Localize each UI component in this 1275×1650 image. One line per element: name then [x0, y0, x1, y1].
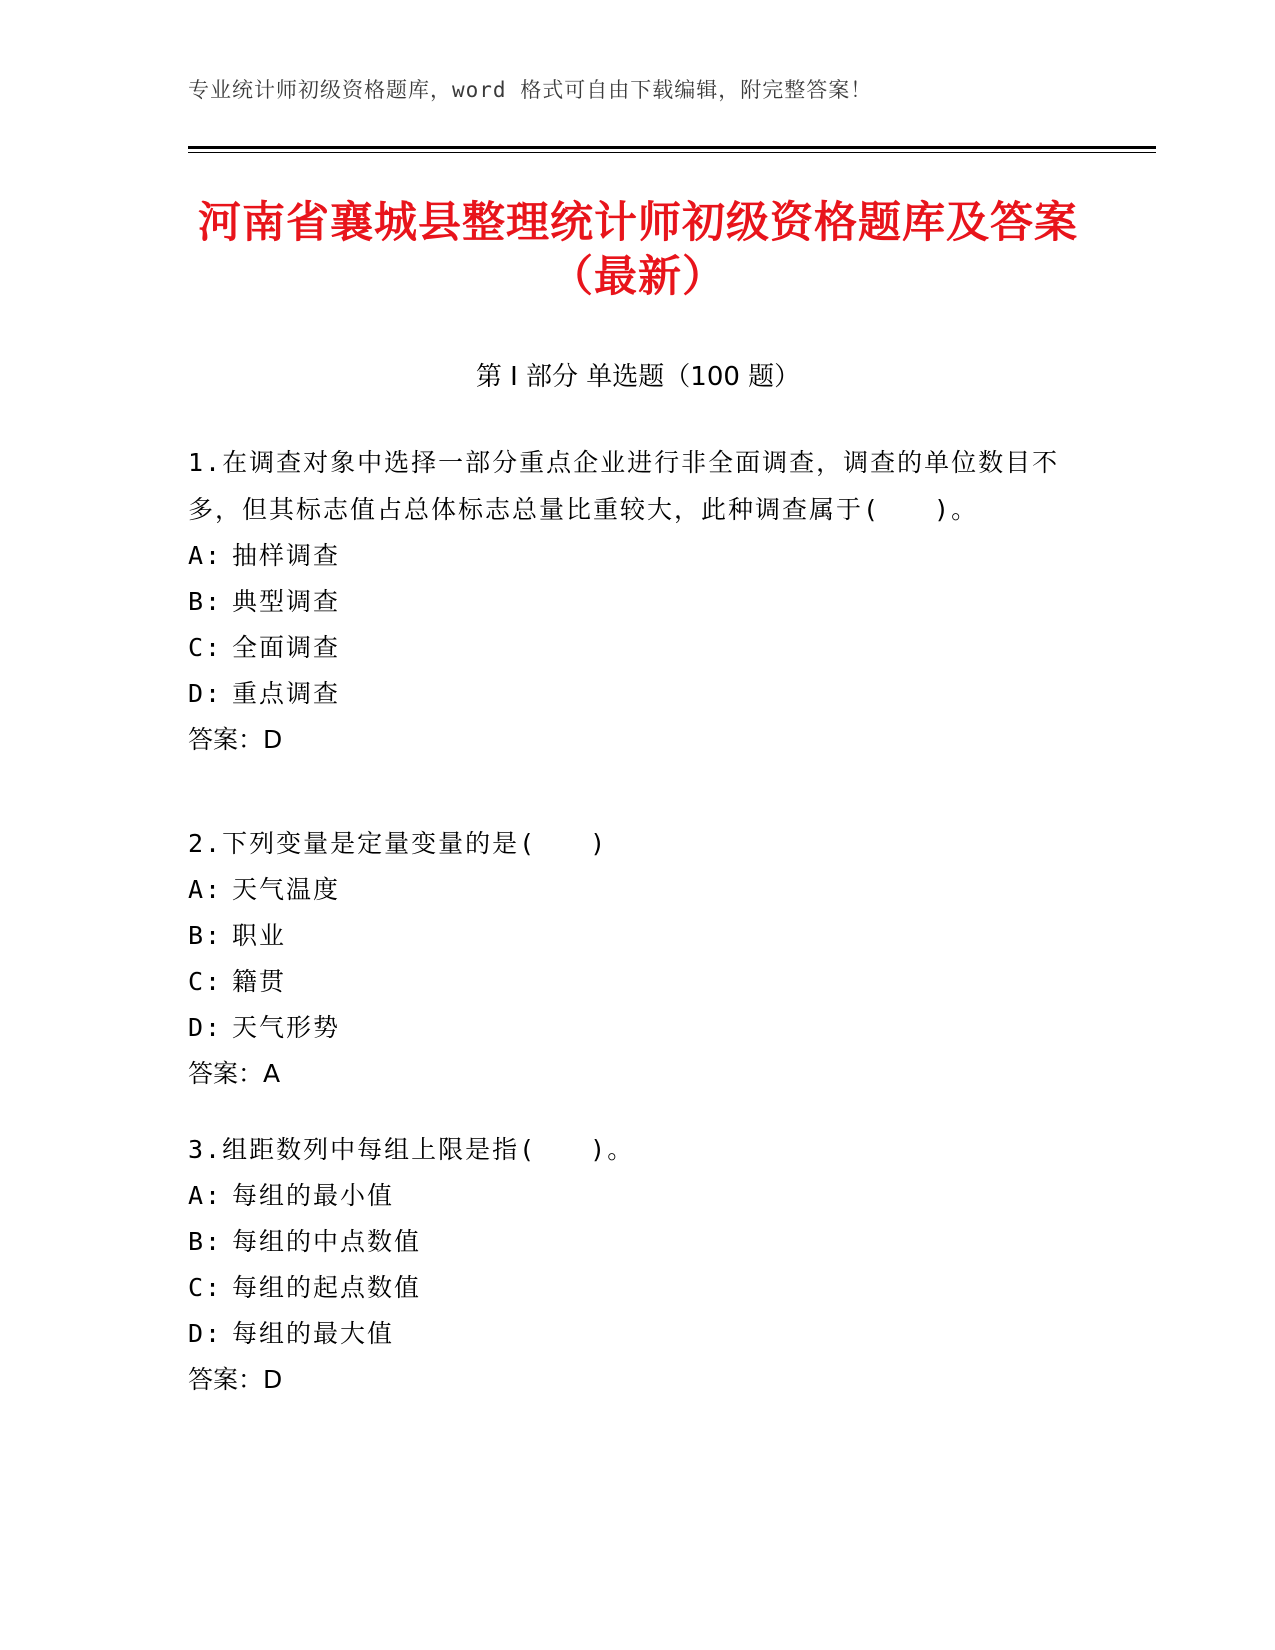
option-a — [188, 867, 1068, 913]
option-text: 抽样调查 — [232, 541, 341, 570]
option-key: B: — [188, 921, 223, 950]
header-divider-thin — [188, 152, 1156, 153]
option-key: C: — [188, 1273, 223, 1302]
option-key: D: — [188, 1013, 223, 1042]
option-text: 典型调查 — [232, 587, 341, 616]
section-heading: 第 I 部分 单选题（100 题） — [475, 362, 801, 392]
question-2 — [188, 820, 1068, 1097]
option-key: B: — [188, 1227, 223, 1256]
option-key: B: — [188, 587, 223, 616]
option-b — [188, 579, 1068, 625]
option-text: 职业 — [232, 921, 287, 950]
option-c — [188, 1265, 1068, 1311]
option-text: 每组的起点数值 — [232, 1273, 422, 1302]
document-title: 河南省襄城县整理统计师初级资格题库及答案（最新） — [198, 198, 1078, 302]
option-b — [188, 913, 1068, 959]
option-key: A: — [188, 875, 223, 904]
option-a — [188, 533, 1068, 579]
option-c — [188, 959, 1068, 1005]
option-key: A: — [188, 541, 223, 570]
option-b — [188, 1219, 1068, 1265]
option-text: 每组的中点数值 — [232, 1227, 422, 1256]
option-c — [188, 625, 1068, 671]
option-text: 天气温度 — [232, 875, 341, 904]
answer-line: 答案：D — [188, 1365, 283, 1394]
option-text: 每组的最大值 — [232, 1319, 395, 1348]
option-key: A: — [188, 1181, 223, 1210]
answer-line: 答案：D — [188, 725, 283, 754]
question-stem: 3.组距数列中每组上限是指( )。 — [188, 1135, 635, 1164]
question-stem: 1.在调查对象中选择一部分重点企业进行非全面调查，调查的单位数目不多，但其标志值占总体标志总量比重较大，此种调查属于( )。 — [188, 448, 1060, 524]
header-divider-thick — [188, 146, 1156, 149]
answer-line: 答案：A — [188, 1059, 281, 1088]
option-key: D: — [188, 679, 223, 708]
option-key: C: — [188, 633, 223, 662]
option-d — [188, 1311, 1068, 1357]
option-text: 重点调查 — [232, 679, 341, 708]
header-note: 专业统计师初级资格题库，word 格式可自由下载编辑，附完整答案！ — [188, 78, 873, 102]
option-text: 全面调查 — [232, 633, 341, 662]
option-d — [188, 1005, 1068, 1051]
option-d — [188, 671, 1068, 717]
option-key: C: — [188, 967, 223, 996]
question-stem: 2.下列变量是定量变量的是( ) — [188, 829, 608, 858]
option-text: 籍贯 — [232, 967, 287, 996]
option-key: D: — [188, 1319, 223, 1348]
option-a — [188, 1173, 1068, 1219]
option-text: 天气形势 — [232, 1013, 341, 1042]
option-text: 每组的最小值 — [232, 1181, 395, 1210]
question-1 — [188, 439, 1068, 763]
question-3 — [188, 1126, 1068, 1403]
